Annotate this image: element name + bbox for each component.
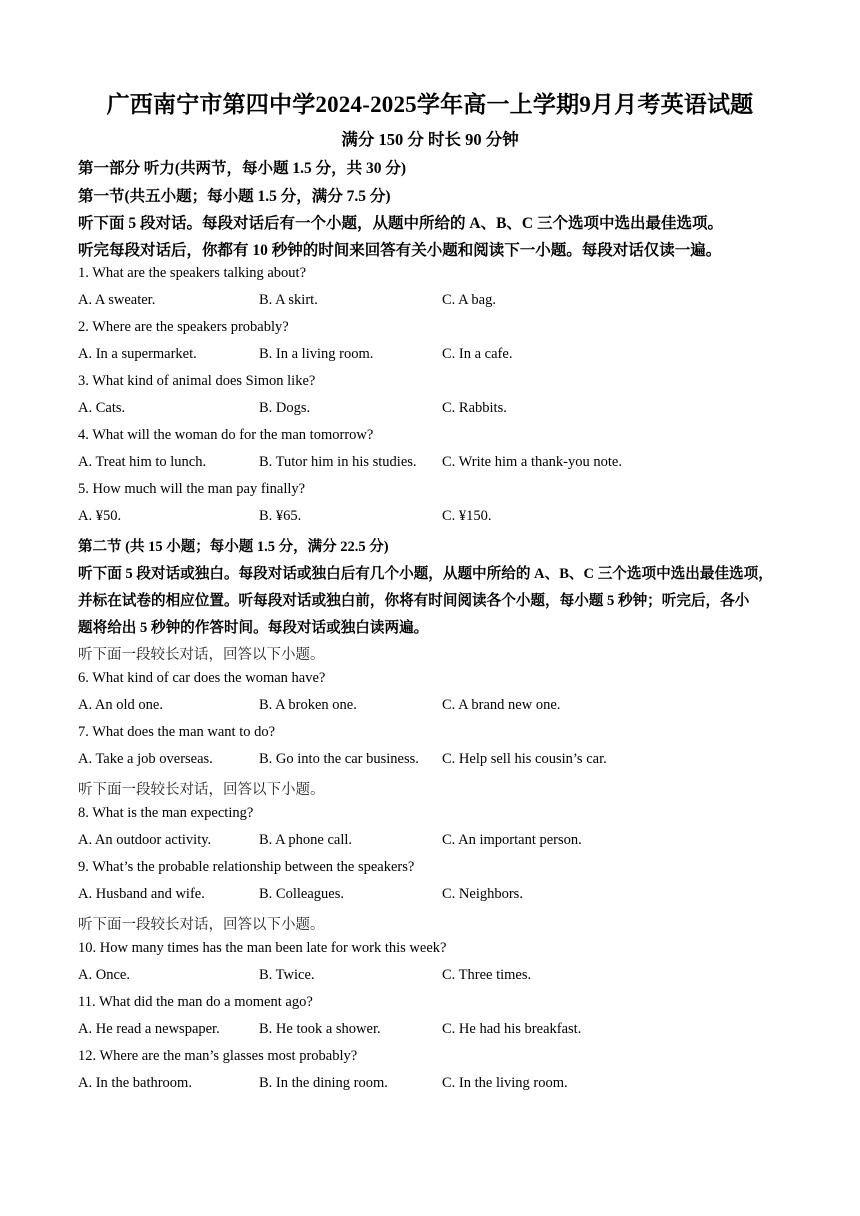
option-b: B. Twice. bbox=[259, 967, 315, 983]
option-b: B. In the dining room. bbox=[259, 1075, 388, 1091]
exam-meta: 满分 150 分 时长 90 分钟 bbox=[341, 130, 519, 149]
option-a: A. An outdoor activity. bbox=[78, 832, 212, 848]
question-9: 9. What’s the probable relationship between the speakers? bbox=[78, 859, 415, 875]
section1-instruction-line2: 听完每段对话后，你都有 10 秒钟的时间来回答有关小题和阅读下一小题。每段对话仅读一遍。 bbox=[78, 242, 722, 259]
option-a: A. Husband and wife. bbox=[78, 886, 205, 902]
option-b: B. A phone call. bbox=[259, 832, 353, 848]
option-a: A. Cats. bbox=[78, 400, 126, 416]
option-a: A. ¥50. bbox=[78, 508, 122, 524]
section2-heading: 第二节 (共 15 小题；每小题 1.5 分，满分 22.5 分) bbox=[78, 539, 389, 555]
option-a: A. Treat him to lunch. bbox=[78, 454, 207, 470]
option-a: A. In a supermarket. bbox=[78, 346, 197, 362]
section2-instruction-line2: 并标在试卷的相应位置。听每段对话或独白前，你将有时间阅读各个小题，每小题 5 秒钟；听完后，各小 bbox=[78, 593, 750, 609]
option-b: B. A broken one. bbox=[259, 697, 357, 713]
option-c: C. A brand new one. bbox=[442, 697, 561, 713]
option-b: B. ¥65. bbox=[259, 508, 302, 524]
listen-note: 听下面一段较长对话，回答以下小题。 bbox=[78, 647, 325, 663]
option-c: C. A bag. bbox=[442, 292, 496, 308]
options-1 bbox=[0, 292, 860, 312]
question-8: 8. What is the man expecting? bbox=[78, 805, 254, 821]
option-a: A. In the bathroom. bbox=[78, 1075, 192, 1091]
question-11: 11. What did the man do a moment ago? bbox=[78, 994, 313, 1010]
section2-instruction-line1: 听下面 5 段对话或独白。每段对话或独白后有几个小题，从题中所给的 A、B、C 三个选项中选出最佳选项， bbox=[78, 566, 773, 582]
part1-heading: 第一部分 听力(共两节，每小题 1.5 分，共 30 分) bbox=[78, 160, 407, 177]
options-3 bbox=[0, 400, 860, 420]
question-2: 2. Where are the speakers probably? bbox=[78, 319, 289, 335]
options-4 bbox=[0, 454, 860, 474]
option-b: B. In a living room. bbox=[259, 346, 374, 362]
question-12: 12. Where are the man’s glasses most probably? bbox=[78, 1048, 358, 1064]
question-7: 7. What does the man want to do? bbox=[78, 724, 276, 740]
options-9 bbox=[0, 886, 860, 906]
options-11 bbox=[0, 1021, 860, 1041]
option-c: C. Help sell his cousin’s car. bbox=[442, 751, 607, 767]
options-2 bbox=[0, 346, 860, 366]
options-8 bbox=[0, 832, 860, 852]
question-3: 3. What kind of animal does Simon like? bbox=[78, 373, 316, 389]
options-12 bbox=[0, 1075, 860, 1095]
option-c: C. He had his breakfast. bbox=[442, 1021, 582, 1037]
option-b: B. A skirt. bbox=[259, 292, 318, 308]
question-1: 1. What are the speakers talking about? bbox=[78, 265, 307, 281]
options-5 bbox=[0, 508, 860, 528]
option-a: A. An old one. bbox=[78, 697, 163, 713]
option-a: A. A sweater. bbox=[78, 292, 156, 308]
section1-heading: 第一节(共五小题；每小题 1.5 分，满分 7.5 分) bbox=[78, 188, 391, 205]
options-7 bbox=[0, 751, 860, 771]
question-6: 6. What kind of car does the woman have? bbox=[78, 670, 326, 686]
option-c: C. In the living room. bbox=[442, 1075, 568, 1091]
option-b: B. Tutor him in his studies. bbox=[259, 454, 417, 470]
option-c: C. An important person. bbox=[442, 832, 582, 848]
section2-instruction-line3: 题将给出 5 秒钟的作答时间。每段对话或独白读两遍。 bbox=[78, 620, 429, 636]
option-b: B. Dogs. bbox=[259, 400, 311, 416]
question-5: 5. How much will the man pay finally? bbox=[78, 481, 306, 497]
option-c: C. Rabbits. bbox=[442, 400, 507, 416]
option-b: B. Colleagues. bbox=[259, 886, 344, 902]
section1-instruction-line1: 听下面 5 段对话。每段对话后有一个小题，从题中所给的 A、B、C 三个选项中选出最佳选项。 bbox=[78, 215, 723, 232]
option-b: B. He took a shower. bbox=[259, 1021, 381, 1037]
options-10 bbox=[0, 967, 860, 987]
option-a: A. Take a job overseas. bbox=[78, 751, 213, 767]
question-10: 10. How many times has the man been late for work this week? bbox=[78, 940, 447, 956]
option-c: C. In a cafe. bbox=[442, 346, 513, 362]
option-c: C. Three times. bbox=[442, 967, 532, 983]
question-4: 4. What will the woman do for the man tomorrow? bbox=[78, 427, 374, 443]
option-c: C. Neighbors. bbox=[442, 886, 523, 902]
page-title: 广西南宁市第四中学2024-2025学年高一上学期9月月考英语试题 bbox=[106, 92, 754, 117]
option-c: C. Write him a thank-you note. bbox=[442, 454, 622, 470]
listen-note: 听下面一段较长对话，回答以下小题。 bbox=[78, 782, 325, 798]
option-b: B. Go into the car business. bbox=[259, 751, 419, 767]
option-c: C. ¥150. bbox=[442, 508, 492, 524]
options-6 bbox=[0, 697, 860, 717]
listen-note: 听下面一段较长对话，回答以下小题。 bbox=[78, 917, 325, 933]
option-a: A. Once. bbox=[78, 967, 130, 983]
option-a: A. He read a newspaper. bbox=[78, 1021, 220, 1037]
